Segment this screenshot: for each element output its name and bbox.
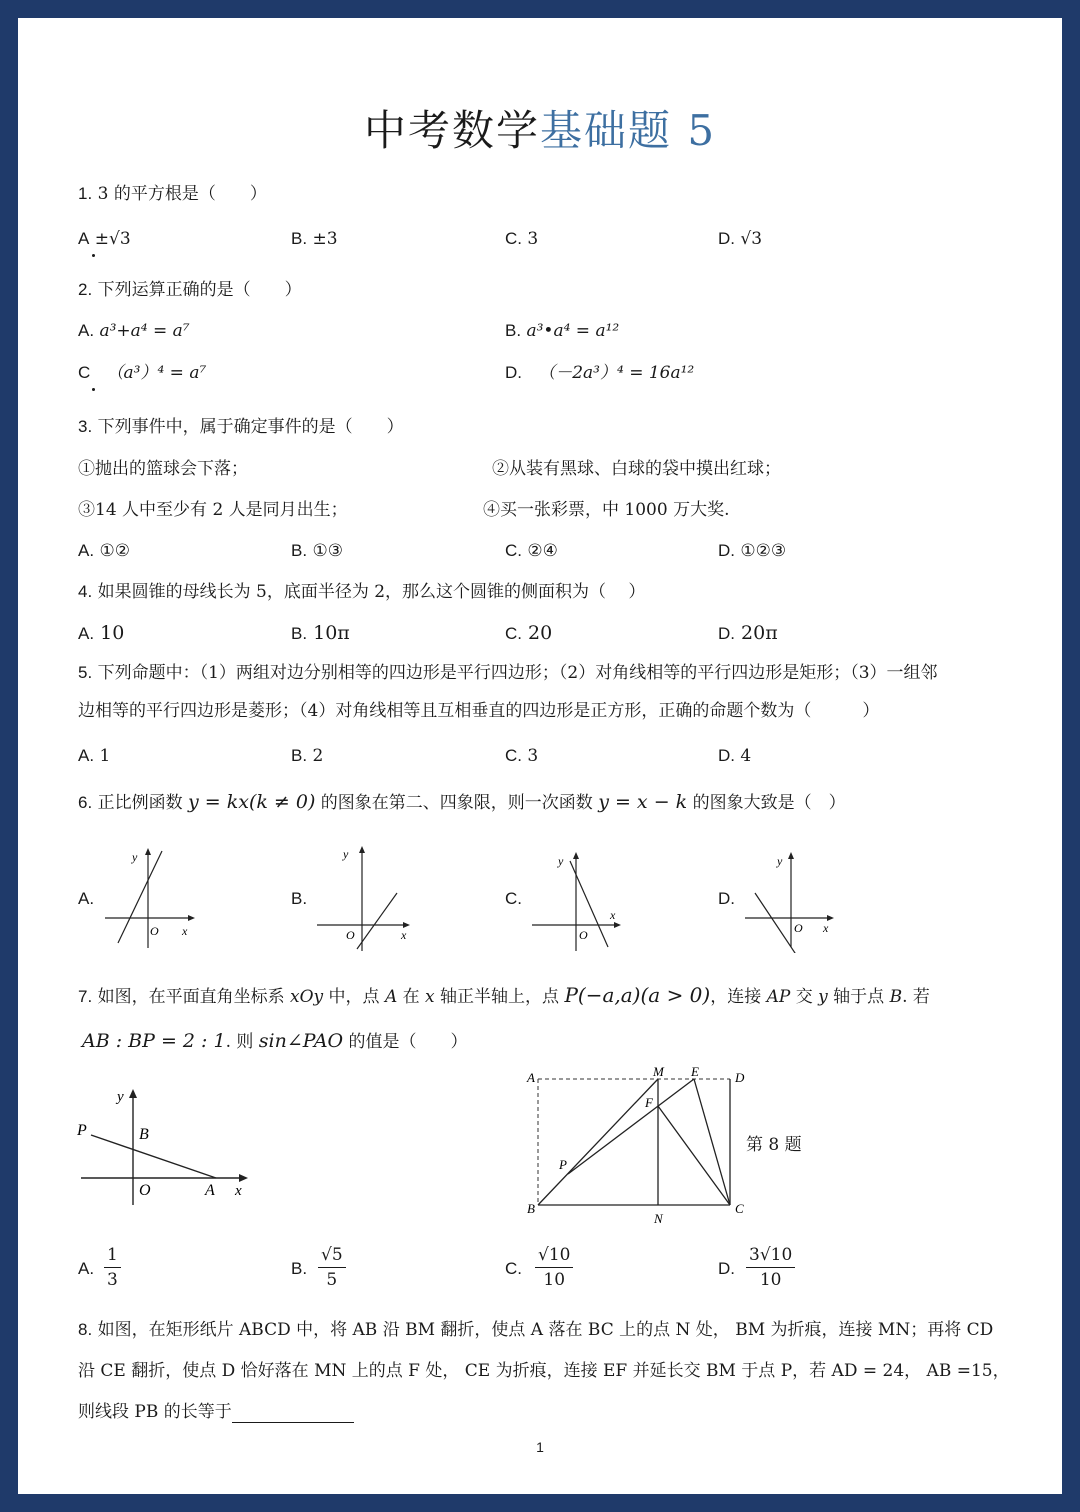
fraction-denominator: 10 [543,1270,566,1290]
q4-stem-text: 如果圆锥的母线长为 5，底面半径为 2，那么这个圆锥的侧面积为（ ） [97,582,646,602]
fig8-caption: 第 8 题 [746,1135,802,1155]
q7-ratio: AB : BP = 2 : 1 [82,1030,226,1052]
title-part1: 中考数学 [363,106,540,155]
segment-ap [91,1135,216,1178]
q4-option-b [291,622,350,645]
y-axis-arrow [788,852,794,859]
q7-option-b-fraction [318,1243,346,1292]
q6-option-a-label: A. [78,889,95,908]
q2-a-label: A. [78,321,95,340]
segment-fc [658,1106,730,1205]
q6-formula2: y = x − k [598,791,688,813]
q6-graph-a [100,843,200,953]
q8-line1 [78,1319,993,1341]
q5-option-b [291,745,323,767]
q2-option-c [78,362,206,384]
origin-label: O [150,924,159,938]
q7-formula-p: P(−a,a)(a > 0) [564,983,711,1007]
q3-d-label: D. [718,541,735,560]
q7-x: x [425,987,435,1007]
fig7-label-b: B [139,1126,149,1143]
page [18,18,1062,1494]
q7-text: 轴正半轴上，点 [440,987,560,1007]
fig8-label-a: A [527,1070,535,1085]
q6-stem-b: 的图象在第二、四象限，则一次函数 [320,793,593,813]
q3-b-text: ①③ [312,541,343,561]
q3-option-d [718,540,786,562]
segment-ec [694,1079,730,1205]
page-title [18,98,1062,158]
q7-b-label: B. [291,1259,308,1278]
q2-c-text: （a³）⁴ = a⁷ [106,363,207,383]
q1-a-label: A [78,229,90,248]
q4-d-text: 20π [741,622,778,644]
q4-stem [78,581,645,603]
q1-c-label: C. [505,229,522,248]
q2-option-a [78,320,190,342]
q7-line2 [82,1030,468,1053]
q6-graph-c [530,843,630,953]
q7-figure [73,1083,263,1208]
q2-stem-text: 下列运算正确的是（ ） [97,280,302,300]
fig8-label-f: F [645,1095,653,1110]
q2-a-text: a³+a⁴ = a⁷ [99,321,190,341]
origin-label: O [579,928,588,942]
q1-number: 1. [78,184,93,203]
fig8-label-d: D [735,1070,745,1085]
q1-option-a [78,228,131,250]
fraction-denominator: 3 [107,1270,118,1290]
q7-d-label: D. [718,1259,735,1278]
q5-d-text: 4 [740,746,752,766]
q1-option-c [505,228,538,250]
emphasis-dot [92,254,95,257]
q5-option-c [505,745,538,767]
q3-a-label: A. [78,541,95,560]
q4-a-text: 10 [100,622,125,644]
q1-d-label: D. [718,229,735,248]
x-axis-arrow [239,1174,248,1182]
y-axis-arrow [573,852,579,859]
q4-b-text: 10π [313,622,350,644]
answer-blank[interactable] [232,1406,354,1423]
q7-sin: sin∠PAO [258,1030,344,1052]
q4-option-d [718,622,778,645]
q6-stem-c: 的图象大致是（ ） [692,793,846,813]
fig8-label-p: P [559,1157,567,1172]
fig7-label-y: y [117,1089,124,1105]
x-label: x [823,921,829,935]
q2-option-b [505,320,619,342]
q4-b-label: B. [291,624,308,643]
fig7-label-x: x [235,1183,242,1199]
q1-d-text: √3 [740,229,763,249]
q5-option-a [78,745,110,767]
x-label: x [182,924,188,938]
q7-c-label: C. [505,1259,522,1278]
q8-line2: 沿 CE 翻折，使点 D 恰好落在 MN 上的点 F 处， CE 为折痕，连接 EF 并延长交 BM 于点 P，若 AD = 24， AB =15， [78,1361,1010,1381]
q7-text: ，连接 [710,987,762,1007]
y-axis-arrow [129,1089,137,1098]
q5-line1 [78,662,938,684]
q4-number: 4. [78,582,93,601]
q7-text: 中，点 [328,987,380,1007]
q5-number: 5. [78,663,93,682]
q5-line2: 边相等的平行四边形是菱形；（4）对角线相等且互相垂直的四边形是正方形，正确的命题个数为（ ） [78,701,880,721]
q3-a-text: ①② [99,541,130,561]
q6-option-d-label: D. [718,889,735,908]
q5-a-label: A. [78,746,95,765]
q4-a-label: A. [78,624,95,643]
q5-line1-text: 下列命题中：（1）两组对边分别相等的四边形是平行四边形；（2）对角线相等的平行四边形是矩形；（3）一组邻 [97,663,938,683]
q7-option-c-fraction [535,1243,573,1292]
q6-option-c-label: C. [505,889,522,908]
page-number: 1 [536,1439,544,1455]
x-label: x [610,908,616,922]
q1-option-d [718,228,762,250]
q5-c-text: 3 [527,746,539,766]
title-part3: 5 [687,106,717,155]
q5-option-d [718,745,751,767]
fig7-label-a: A [205,1182,215,1199]
fraction-denominator: 5 [326,1270,338,1290]
x-axis-arrow [614,922,621,928]
q7-line1 [78,984,930,1008]
q7-text: 在 [402,987,420,1007]
q6-number: 6. [78,793,93,812]
q1-b-text: ±3 [312,229,338,249]
q3-d-text: ①②③ [740,541,787,561]
fig7-label-p: P [77,1122,87,1139]
q1-a-text: ±√3 [94,229,131,249]
q5-a-text: 1 [99,746,111,766]
q6-graph-d [743,843,843,953]
fraction-numerator: 1 [104,1243,121,1268]
q3-event-3: ③14 人中至少有 2 人是同月出生； [78,500,348,520]
q7-xoy: xOy [290,987,324,1007]
q3-number: 3. [78,417,93,436]
x-label: x [401,928,407,942]
fig8-label-c: C [735,1201,744,1216]
origin-label: O [794,921,803,935]
q8-line1-text: 如图，在矩形纸片 ABCD 中，将 AB 沿 BM 翻折，使点 A 落在 BC 上的点 N 处， BM 为折痕，连接 MN；再将 CD [97,1320,994,1340]
q7-text: 轴于点 [833,987,885,1007]
q1-stem-text: 3 的平方根是（ ） [97,184,267,204]
y-label: y [777,854,783,868]
q2-number: 2. [78,280,93,299]
q3-event-4: ④买一张彩票，中 1000 万大奖. [483,500,730,520]
q5-c-label: C. [505,746,522,765]
q7-point-a: A [384,987,398,1007]
origin-label: O [346,928,355,942]
q1-stem [78,183,267,205]
q6-option-b-label: B. [291,889,308,908]
q2-d-text: （－2a³）⁴ = 16a¹² [538,363,695,383]
q3-option-c [505,540,558,562]
title-part2: 基础题 [539,106,672,155]
q7-option-a-fraction [104,1243,121,1292]
q6-stem-a: 正比例函数 [97,793,183,813]
fig7-label-o: O [139,1182,151,1199]
segment-pe [568,1079,694,1174]
q2-stem [78,279,302,301]
q7-text: 交 [795,987,813,1007]
y-axis-arrow [359,846,365,853]
q3-b-label: B. [291,541,308,560]
q7-text: 的值是（ ） [348,1032,468,1052]
q1-c-text: 3 [527,229,539,249]
fraction-numerator: √10 [535,1243,573,1268]
emphasis-dot [92,388,95,391]
q2-c-label: C [78,363,91,382]
q8-line3-text: 则线段 PB 的长等于 [78,1402,232,1422]
q7-option-d-fraction [746,1243,795,1292]
q8-line3 [78,1401,354,1423]
fraction-denominator: 10 [759,1270,782,1290]
fig8-label-m: M [653,1064,664,1079]
q3-option-b [291,540,343,562]
fraction-numerator: 3√10 [746,1243,795,1268]
q7-number: 7. [78,987,93,1006]
q3-stem [78,416,404,438]
q3-stem-text: 下列事件中，属于确定事件的是（ ） [97,417,404,437]
q4-c-text: 20 [528,622,553,644]
q3-option-a [78,540,130,562]
y-label: y [132,850,138,864]
x-axis-arrow [188,915,195,921]
y-label: y [558,854,564,868]
q2-b-label: B. [505,321,522,340]
q4-d-label: D. [718,624,735,643]
q8-number: 8. [78,1320,93,1339]
q7-y: y [818,987,828,1007]
q2-d-label: D. [505,363,522,382]
q2-option-d [505,362,694,384]
q3-event-1: ①抛出的篮球会下落； [78,459,248,479]
q6-graph-b [315,843,425,953]
q2-b-text: a³•a⁴ = a¹² [526,321,620,341]
q5-d-label: D. [718,746,735,765]
q7-point-b: B [889,987,903,1007]
q7-a-label: A. [78,1259,95,1278]
fig8-label-e: E [691,1064,699,1079]
q7-text: . 若 [902,987,930,1007]
q3-c-text: ②④ [527,541,558,561]
q7-ap: AP [766,987,791,1007]
q3-event-2: ②从装有黑球、白球的袋中摸出红球； [492,459,781,479]
fig8-label-n: N [654,1211,663,1226]
q1-b-label: B. [291,229,308,248]
segment-bm [538,1079,658,1205]
q6-stem [78,791,846,814]
q4-option-a [78,622,124,645]
q1-option-b [291,228,338,250]
q5-b-label: B. [291,746,308,765]
y-label: y [343,847,349,861]
q3-c-label: C. [505,541,522,560]
graph-line [357,893,397,949]
fraction-numerator: √5 [318,1243,346,1268]
q4-c-label: C. [505,624,522,643]
q7-text: . 则 [225,1032,254,1052]
q6-formula1: y = kx(k ≠ 0) [188,791,316,813]
q4-option-c [505,622,552,645]
fig8-label-b: B [527,1201,535,1216]
y-axis-arrow [145,848,151,855]
q5-b-text: 2 [312,746,324,766]
q7-text: 如图，在平面直角坐标系 [97,987,285,1007]
